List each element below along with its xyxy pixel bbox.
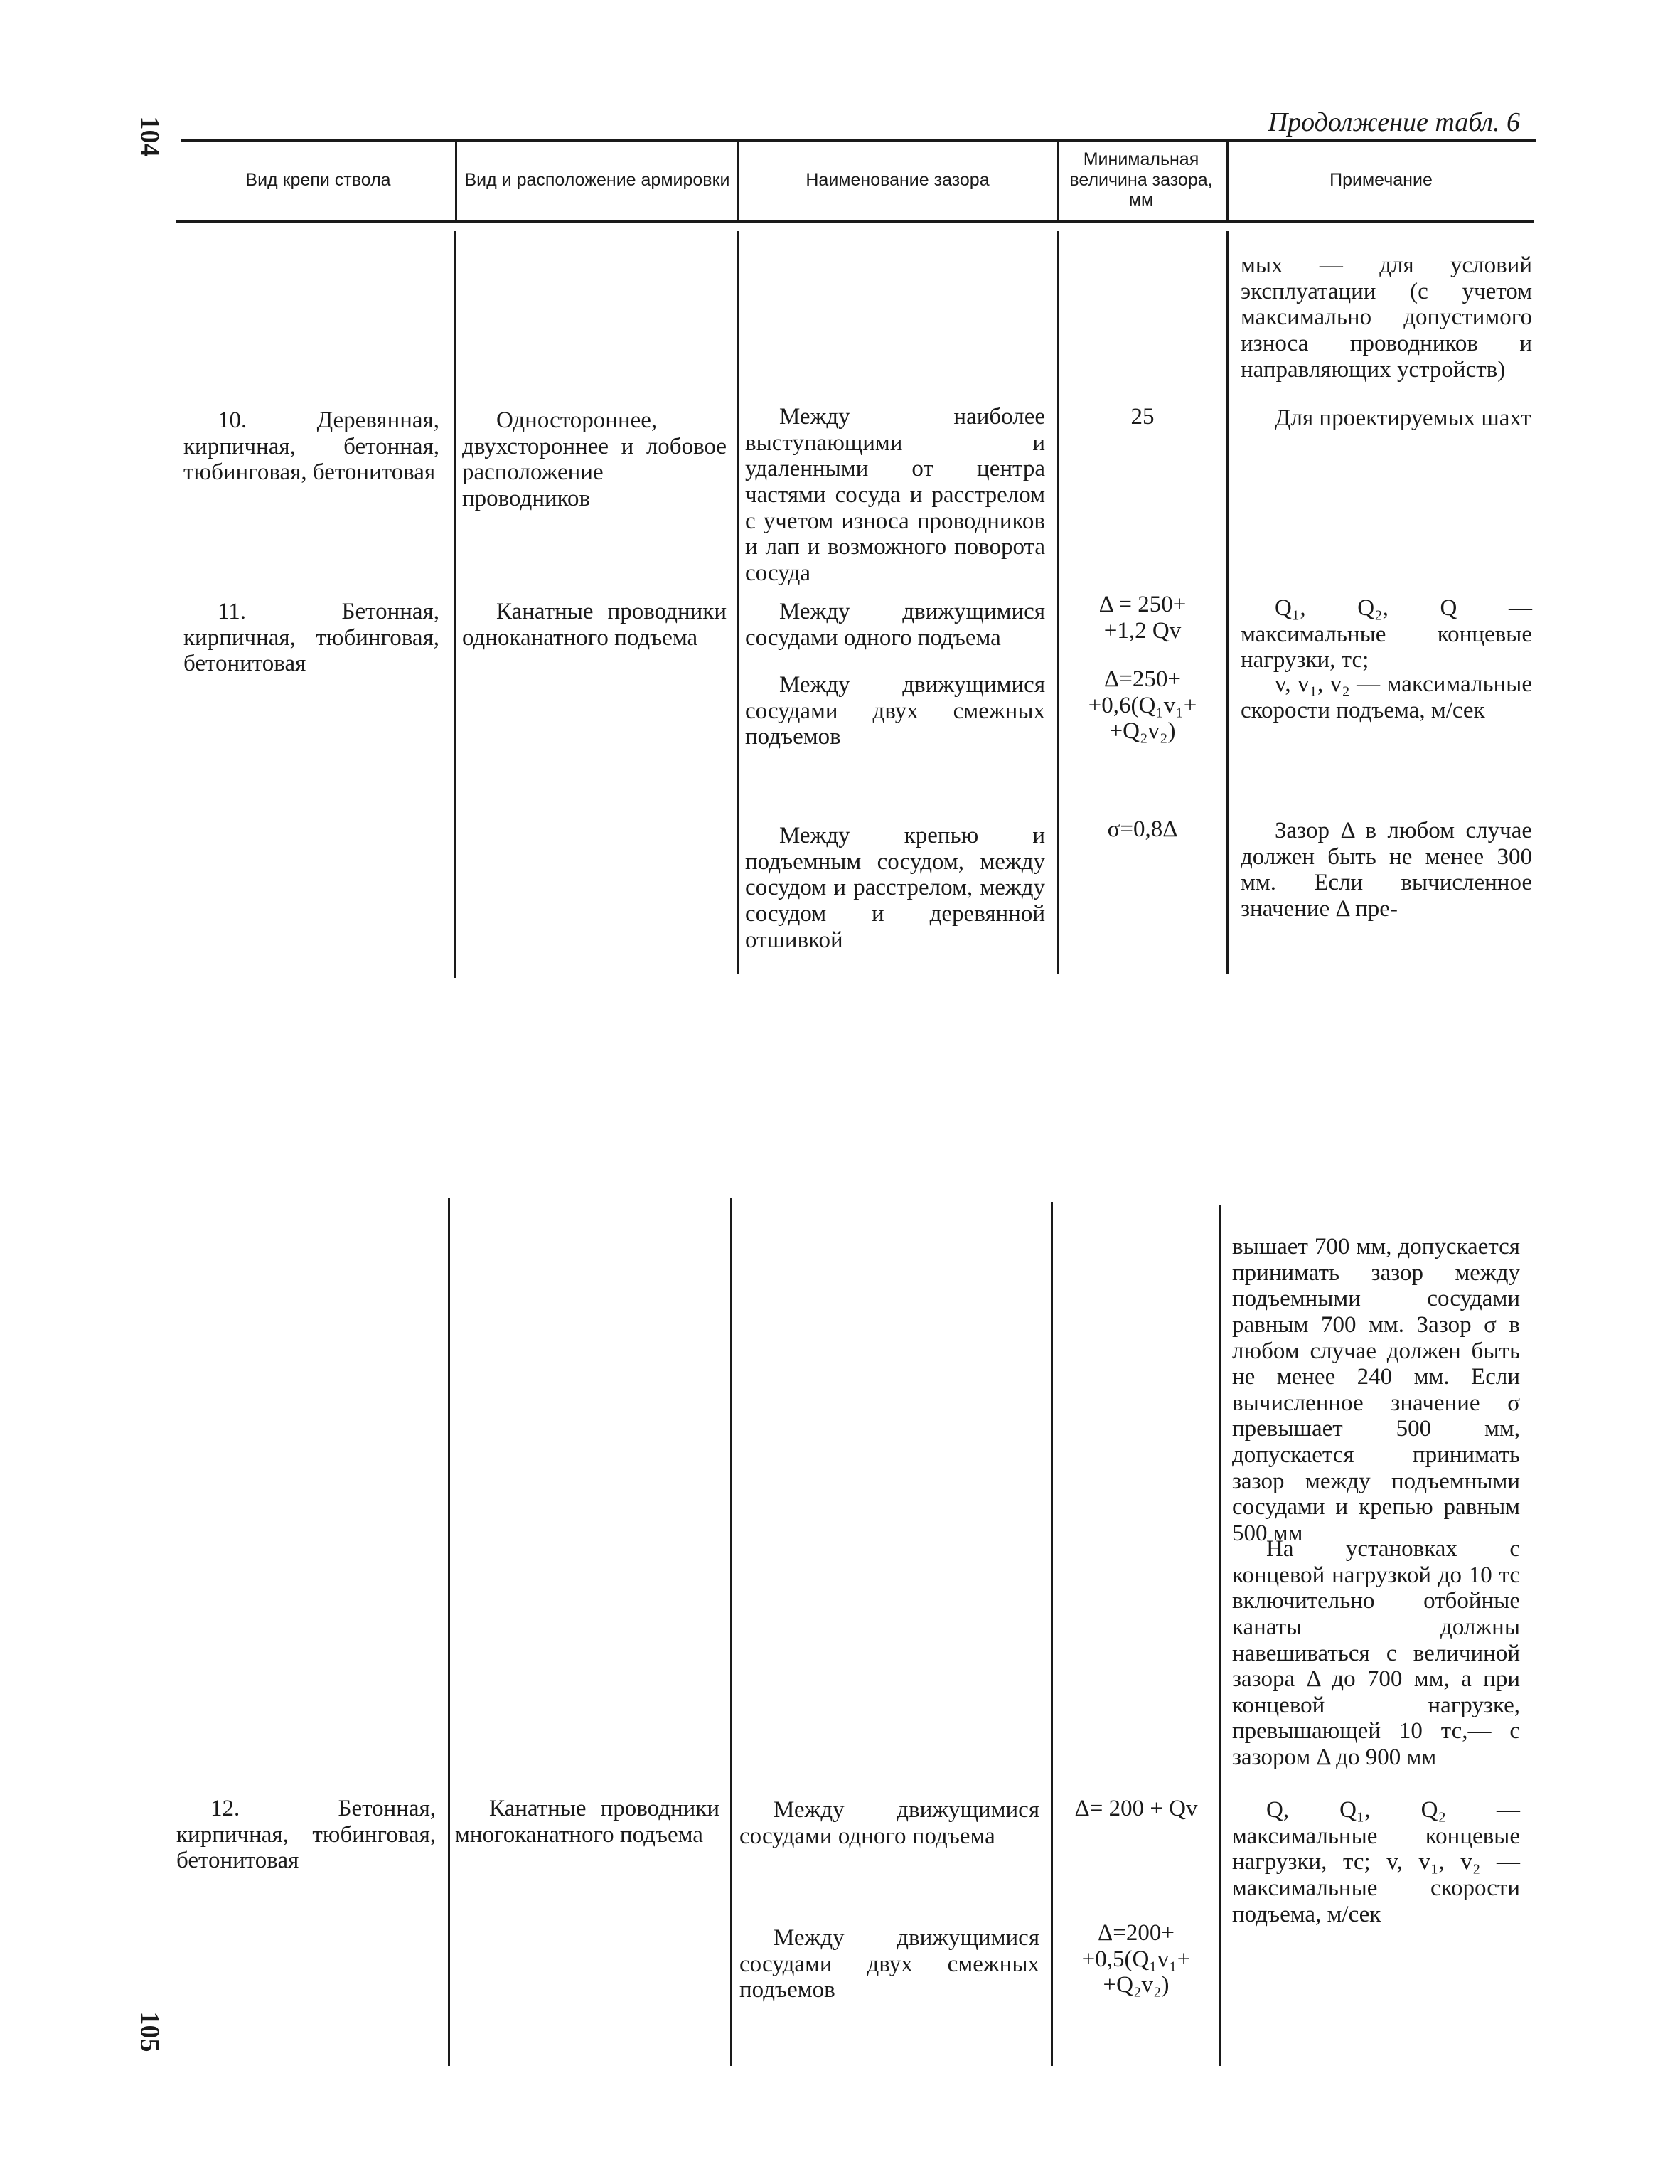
header-divider (1226, 142, 1229, 222)
column-divider (1219, 1205, 1221, 2066)
row10-gap: Между наиболее выступающими и удаленными от центра частями сосуда и расстрелом с учетом износа проводников и лап и возможного поворота сосуда (745, 404, 1045, 586)
page-number-bottom: 105 (134, 2011, 165, 2052)
row11-note-1: Q₁, Q₂, Q — максимальные концевые нагрузки, тс; (1241, 595, 1532, 673)
row11-armature: Канатные проводники одноканатного подъема (462, 599, 727, 651)
note-continued: мых — для условий эксплуатации (с учетом максимально допустимого износа проводников и направляющих устройств) (1241, 252, 1532, 383)
header-min-gap: Минимальная величина зазора, мм (1069, 149, 1213, 211)
header-bottom-rule (176, 220, 1534, 223)
row12-value-1: Δ= 200 + Qv (1074, 1796, 1198, 1821)
header-divider (455, 142, 457, 222)
row12-gap-1: Между движущимися сосудами одного подъема (739, 1797, 1039, 1849)
continuation-title: Продолжение табл. 6 (1268, 107, 1520, 137)
row10-note: Для проектируемых шахт (1275, 405, 1531, 431)
column-divider (730, 1198, 732, 2066)
row11-shaft: 11. Бетонная, кирпичная, тюбинговая, бетонитовая (183, 599, 439, 677)
header-armature: Вид и расположение армировки (464, 169, 730, 190)
row11-note-3: Зазор Δ в любом случае должен быть не менее 300 мм. Если вычисленное значение Δ пре- (1241, 818, 1532, 922)
row12-gap-2: Между движущимися сосудами двух смежных подъемов (739, 1925, 1039, 2003)
row10-armature: Одностороннее, двухстороннее и лобовое расположение проводников (462, 407, 727, 511)
header-note: Примечание (1329, 169, 1433, 190)
row10-value: 25 (1130, 404, 1155, 430)
row11-gap-1: Между движущимися сосудами одного подъема (745, 599, 1045, 651)
row11-value-2: Δ=250+ +0,6(Q₁v₁+ +Q₂v₂) (1088, 666, 1197, 745)
column-divider (1057, 231, 1059, 974)
header-divider (737, 142, 739, 222)
row11-gap-3: Между крепью и подъемным сосудом, между сосудом и расстрелом, между сосудом и деревянной отшивкой (745, 823, 1045, 953)
column-divider (737, 231, 739, 974)
header-shaft-lining: Вид крепи ствола (245, 169, 391, 190)
row11-value-1: Δ = 250+ +1,2 Qv (1098, 592, 1187, 644)
row12-note: Q, Q₁, Q₂ — максимальные концевые нагрузки, тс; v, v₁, v₂ — максимальные скорости подъема, м/сек (1232, 1797, 1520, 1927)
row11-value-3: σ=0,8Δ (1107, 816, 1178, 842)
note-buffer-ropes: На установках с концевой нагрузкой до 10 тс включительно отбойные канаты должны навешиваться с величиной зазора Δ до 700 мм, а при концевой нагрузке, превышающей 10 тс,— с зазором Δ до 900 мм (1232, 1536, 1520, 1770)
column-divider (454, 231, 456, 978)
row12-shaft: 12. Бетонная, кирпичная, тюбинговая, бетонитовая (176, 1796, 436, 1874)
column-divider (1051, 1202, 1053, 2066)
header-gap-name: Наименование зазора (806, 169, 990, 190)
row11-gap-2: Между движущимися сосудами двух смежных подъемов (745, 672, 1045, 750)
page-number-top: 104 (134, 116, 165, 157)
column-divider (448, 1198, 450, 2066)
note-continued-bottom: вышает 700 мм, допускается принимать зазор между подъемными сосудами равным 700 мм. Зазор σ в любом случае должен быть не менее 240 мм. Если вычисленное значение σ превышает 500 мм, допускается принимать зазор между подъемными сосудами и крепью равным 500 мм (1232, 1234, 1520, 1546)
row11-note-2: v, v₁, v₂ — максимальные скорости подъема, м/сек (1241, 671, 1532, 723)
row10-shaft: 10. Деревянная, кирпичная, бетонная, тюбинговая, бетонитовая (183, 407, 439, 486)
row12-armature: Канатные проводники многоканатного подъема (455, 1796, 719, 1848)
row12-value-2: Δ=200+ +0,5(Q₁v₁+ +Q₂v₂) (1081, 1920, 1191, 1998)
header-divider (1057, 142, 1059, 222)
column-divider (1226, 231, 1229, 974)
